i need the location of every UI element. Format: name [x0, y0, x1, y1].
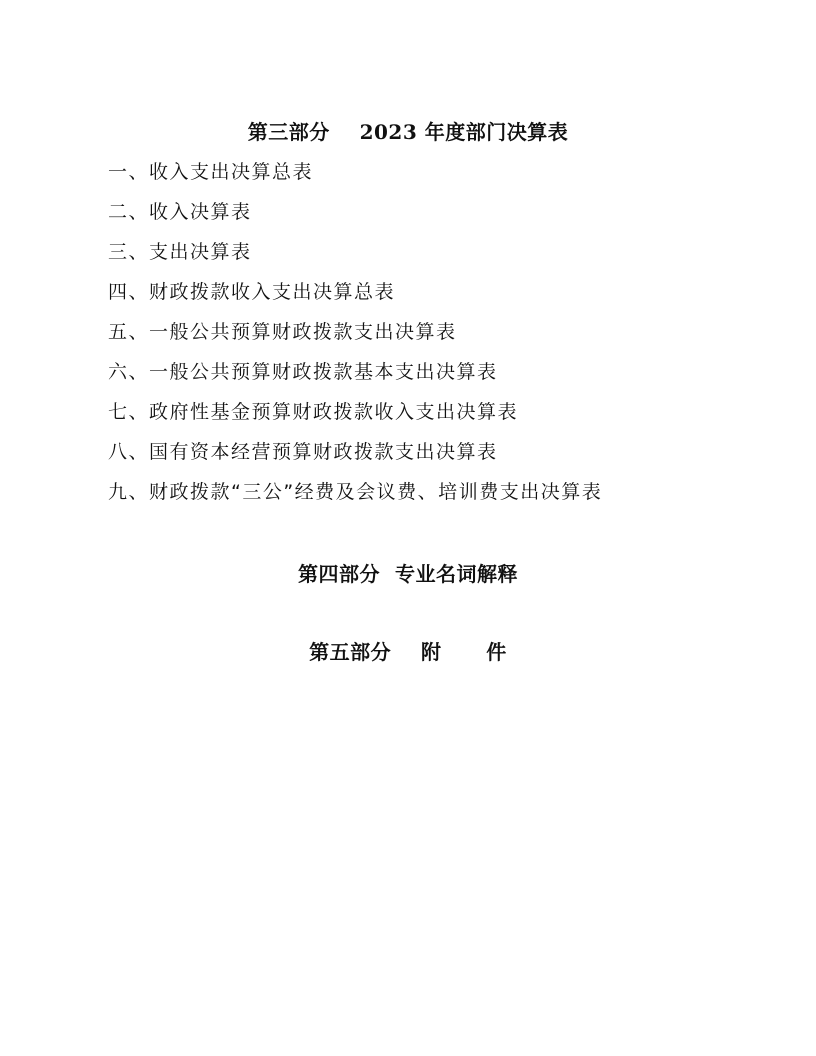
- list-item: 八、国有资本经营预算财政拨款支出决算表: [108, 441, 498, 463]
- list-item: 五、一般公共预算财政拨款支出决算表: [108, 321, 457, 343]
- part5-heading: 第五部分 附 件: [309, 640, 507, 664]
- list-item: 三、支出决算表: [108, 241, 252, 263]
- list-item: 四、财政拨款收入支出决算总表: [108, 281, 396, 303]
- part3-heading: 第三部分 2023 年度部门决算表: [247, 120, 569, 144]
- part4-heading: 第四部分 专业名词解释: [298, 562, 518, 586]
- list-item: 六、一般公共预算财政拨款基本支出决算表: [108, 361, 498, 383]
- list-item: 一、收入支出决算总表: [108, 161, 314, 183]
- part3-table-list: [108, 158, 602, 518]
- list-item: 九、财政拨款“三公”经费及会议费、培训费支出决算表: [108, 481, 603, 503]
- list-item: 七、政府性基金预算财政拨款收入支出决算表: [108, 401, 519, 423]
- list-item: 二、收入决算表: [108, 201, 252, 223]
